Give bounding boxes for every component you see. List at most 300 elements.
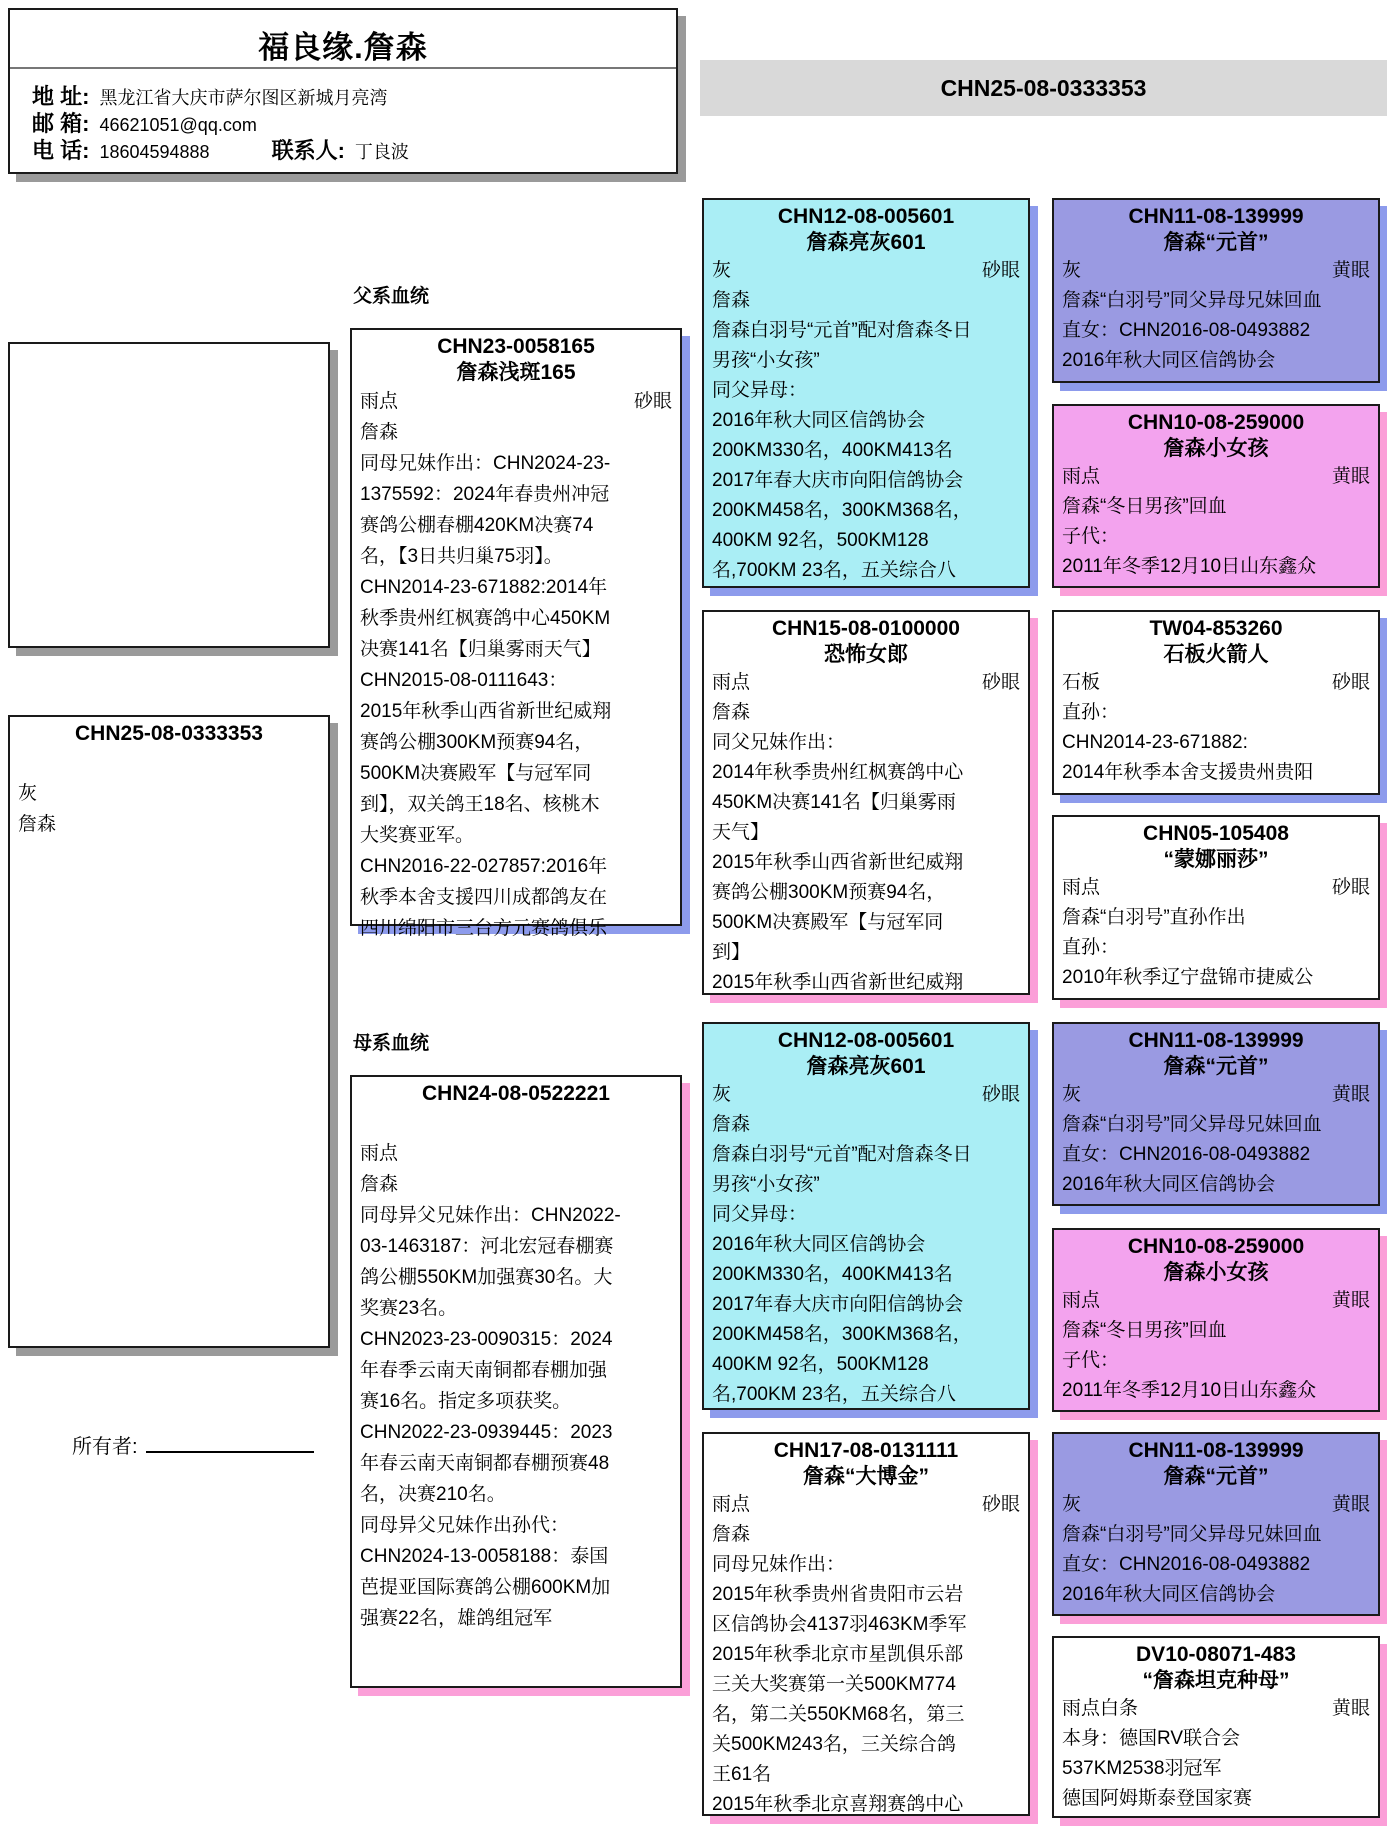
pedigree-text-line (1062, 1520, 1370, 1550)
line-left-text: 到】，双关鸽王18名、核桃木 (360, 794, 600, 815)
pedigree-text-line (360, 1417, 672, 1448)
pedigree-text-line (1062, 1724, 1370, 1754)
pedigree-text-line (1062, 1694, 1370, 1724)
line-left-text: 雨点 (712, 672, 751, 693)
ring-number: CHN10-08-259000 (1127, 411, 1305, 434)
line-left-text: 年春云南天南铜都春棚预赛48 (360, 1453, 610, 1474)
eye-color-text: 黄眼 (1331, 1290, 1370, 1311)
contact-person-label: 联系人: (271, 138, 345, 163)
line-left-text: 詹森“冬日男孩”回血 (1062, 496, 1227, 517)
eye-color-text: 黄眼 (1331, 466, 1370, 487)
pedigree-text-line (712, 346, 1020, 376)
pigeon-name: “詹森坦克种母” (1142, 1669, 1290, 1692)
line-left-text: 2017年春大庆市向阳信鸽协会 (712, 1294, 964, 1315)
pedigree-text-line (360, 1138, 672, 1169)
pedigree-text-line (712, 1230, 1020, 1260)
pedigree-text-line (360, 1324, 672, 1355)
pedigree-text-line (712, 1610, 1020, 1640)
pedigree-text-line (1062, 903, 1370, 933)
owner-signature-blank (146, 1430, 314, 1453)
pedigree-text-line (360, 417, 672, 448)
loft-name: 福良缘.詹森 (258, 30, 428, 65)
line-left-text: 詹森“冬日男孩”回血 (1062, 1320, 1227, 1341)
line-left-text (18, 747, 23, 778)
line-left-text: 四川绵阳市三台方元赛鸽俱乐 (360, 918, 608, 939)
pedigree-box-ssd (1052, 404, 1380, 588)
eye-color-text: 黄眼 (1331, 260, 1370, 281)
line-left-text: 子代： (1062, 1350, 1120, 1371)
ring-number: CHN10-08-259000 (1127, 1235, 1305, 1258)
pedigree-box-ss (702, 198, 1030, 588)
pigeon-name: 詹森“大博金” (803, 1465, 929, 1488)
pigeon-name: 詹森小女孩 (1163, 437, 1269, 460)
eye-color-text: 砂眼 (633, 391, 672, 412)
pedigree-box-dam (350, 1075, 682, 1688)
line-left-text: 奖赛23名。 (360, 1298, 458, 1319)
pedigree-text-line (712, 818, 1020, 848)
line-left-text: 同父异母： (712, 380, 808, 401)
pedigree-text-line (1062, 1316, 1370, 1346)
line-left-text: 詹森“白羽号”同父异母兄妹回血 (1062, 1114, 1322, 1135)
pedigree-box-sss (1052, 198, 1380, 383)
pedigree-text-line (1062, 668, 1370, 698)
pigeon-name: 石板火箭人 (1163, 643, 1269, 666)
line-left-text: 2015年秋季北京喜翔赛鸽中心 (712, 1794, 964, 1815)
pedigree-text-line (712, 1700, 1020, 1730)
line-left-text: 2011年冬季12月10日山东鑫众 (1062, 556, 1317, 577)
line-left-text: 雨点 (1062, 466, 1101, 487)
line-left-text: 2016年秋大同区信鸽协会 (712, 1234, 926, 1255)
line-left-text: 名，【3日共归巢75羽】。 (360, 546, 563, 567)
line-left-text: 詹森 (712, 1114, 751, 1135)
line-left-text: 400KM 92名，500KM128 (712, 1354, 929, 1375)
ring-number: CHN25-08-0333353 (75, 722, 263, 745)
pedigree-text-line (712, 1790, 1020, 1820)
line-left-text: 詹森“白羽号”同父异母兄妹回血 (1062, 290, 1322, 311)
eye-color-text: 砂眼 (981, 672, 1020, 693)
pedigree-text-line (360, 510, 672, 541)
pedigree-text-line (712, 1520, 1020, 1550)
line-left-text: 灰 (18, 783, 38, 804)
pedigree-text-line (1062, 1754, 1370, 1784)
line-left-text: 名，决赛210名。 (360, 1484, 506, 1505)
pedigree-box-dsd (1052, 1228, 1380, 1412)
pedigree-text-line (360, 665, 672, 696)
pedigree-text-line (712, 1490, 1020, 1520)
pedigree-text-line (360, 851, 672, 882)
pedigree-text-line (712, 1550, 1020, 1580)
pedigree-box-sd (702, 610, 1030, 995)
pedigree-text-line (712, 848, 1020, 878)
pedigree-text-line (1062, 1080, 1370, 1110)
contact-rows (32, 80, 666, 161)
line-left-text: 子代： (1062, 526, 1120, 547)
line-left-text: 200KM458名，300KM368名， (712, 1324, 972, 1345)
line-left-text: 450KM决赛141名【归巢雾雨 (712, 792, 956, 813)
line-left-text: 詹森白羽号“元首”配对詹森冬日 (712, 1144, 972, 1165)
eye-color-text: 黄眼 (1331, 1494, 1370, 1515)
email-label: 邮 箱: (32, 111, 90, 136)
pedigree-text-line (712, 1260, 1020, 1290)
pedigree-text-line (18, 747, 320, 778)
ring-number: CHN11-08-139999 (1128, 205, 1304, 228)
eye-color-text: 黄眼 (1331, 1084, 1370, 1105)
ring-number: CHN12-08-005601 (777, 205, 955, 228)
pedigree-text-line (360, 1169, 672, 1200)
line-left-text: 2015年秋季山西省新世纪威翔 (360, 701, 612, 722)
eye-color-text: 砂眼 (1331, 877, 1370, 898)
pedigree-text-line (712, 1670, 1020, 1700)
line-left-text: 秋季贵州红枫赛鸽中心450KM (360, 608, 611, 629)
owner-line (72, 1430, 314, 1459)
line-left-text: 400KM 92名，500KM128 (712, 530, 929, 551)
line-left-text: 詹森白羽号“元首”配对詹森冬日 (712, 320, 972, 341)
ring-number: TW04-853260 (1149, 617, 1283, 640)
pedigree-text-line (1062, 1170, 1370, 1200)
ring-number: CHN23-0058165 (437, 335, 595, 358)
pigeon-name: 詹森“元首” (1163, 231, 1269, 254)
pedigree-text-line (712, 1760, 1020, 1790)
line-left-text: 2014年秋季贵州红枫赛鸽中心 (712, 762, 964, 783)
pedigree-text-line (712, 698, 1020, 728)
line-left-text: 芭提亚国际赛鸽公棚600KM加 (360, 1577, 611, 1598)
line-left-text: 直女：CHN2016-08-0493882 (1062, 1144, 1311, 1165)
pedigree-text-line (712, 908, 1020, 938)
line-left-text: 雨点 (1062, 1290, 1101, 1311)
line-left-text: 2010年秋季辽宁盘锦市捷威公 (1062, 967, 1314, 988)
line-left-text: 石板 (1062, 672, 1101, 693)
line-left-text: 詹森 (712, 702, 751, 723)
pedigree-text-line (360, 1293, 672, 1324)
pedigree-text-line (1062, 728, 1370, 758)
ring-number: CHN15-08-0100000 (772, 617, 960, 640)
line-left-text: 灰 (1062, 1084, 1082, 1105)
line-left-text: 赛鸽公棚春棚420KM决赛74 (360, 515, 594, 536)
pedigree-text-line (1062, 1550, 1370, 1580)
pedigree-text-line (712, 556, 1020, 586)
ring-number: CHN17-08-0131111 (773, 1439, 959, 1462)
line-left-text: 直孙： (1062, 937, 1120, 958)
pedigree-text-line (712, 728, 1020, 758)
pedigree-text-line (712, 1640, 1020, 1670)
line-left-text: 詹森“白羽号”同父异母兄妹回血 (1062, 1524, 1322, 1545)
line-left-text: 1375592：2024年春贵州冲冠 (360, 484, 610, 505)
line-left-text: 鸽公棚550KM加强赛30名。大 (360, 1267, 613, 1288)
pigeon-name: 詹森亮灰601 (806, 231, 926, 254)
ring-number: CHN05-105408 (1143, 822, 1289, 845)
pedigree-text-line (360, 479, 672, 510)
line-left-text: 男孩“小女孩” (712, 350, 820, 371)
line-left-text: 三关大奖赛第一关500KM774 (712, 1674, 956, 1695)
pedigree-text-line (360, 913, 672, 944)
address-label: 地 址: (32, 84, 90, 109)
eye-color-text: 黄眼 (1331, 1698, 1370, 1719)
line-left-text: 2016年秋大同区信鸽协会 (1062, 1174, 1276, 1195)
ring-number: CHN11-08-139999 (1128, 1439, 1304, 1462)
eye-color-text: 砂眼 (981, 1084, 1020, 1105)
pedigree-text-line (712, 376, 1020, 406)
pedigree-text-line (712, 758, 1020, 788)
pedigree-text-line (360, 1603, 672, 1634)
pedigree-text-line (712, 526, 1020, 556)
pedigree-box-ddd (1052, 1636, 1380, 1818)
line-left-text: 本身：德国RV联合会 (1062, 1728, 1241, 1749)
pedigree-text-line (1062, 1490, 1370, 1520)
pedigree-text-line (360, 727, 672, 758)
pedigree-text-line (360, 1479, 672, 1510)
line-left-text: 同母兄妹作出： (712, 1554, 846, 1575)
line-left-text: 灰 (1062, 1494, 1082, 1515)
pedigree-text-line (1062, 286, 1370, 316)
line-left-text: 名,700KM 23名，五关综合八 (712, 560, 956, 581)
line-left-text: 雨点 (1062, 877, 1101, 898)
pedigree-text-line (712, 316, 1020, 346)
pedigree-text-line (360, 1107, 672, 1138)
line-left-text: CHN2023-23-0090315：2024 (360, 1329, 613, 1350)
line-left-text: 男孩“小女孩” (712, 1174, 820, 1195)
line-left-text: 赛鸽公棚300KM预赛94名， (360, 732, 594, 753)
pedigree-text-line (1062, 963, 1370, 993)
pedigree-box-empty (8, 342, 330, 648)
pedigree-text-line (1062, 492, 1370, 522)
phone-value: 18604594888 (99, 142, 210, 162)
line-left-text: CHN2024-13-0058188：泰国 (360, 1546, 609, 1567)
line-left-text: 詹森 (712, 290, 751, 311)
line-left-text: 同母兄妹作出：CHN2024-23- (360, 453, 611, 474)
line-left-text: CHN2015-08-0111643： (360, 670, 568, 691)
pedigree-text-line (360, 541, 672, 572)
pigeon-name: 詹森小女孩 (1163, 1261, 1269, 1284)
line-left-text: 名,700KM 23名，五关综合八 (712, 1384, 956, 1405)
sire-line-label: 父系血统 (353, 286, 430, 307)
pedigree-text-line (712, 1200, 1020, 1230)
pedigree-text-line (712, 1730, 1020, 1760)
pedigree-text-line (360, 789, 672, 820)
pedigree-text-line (360, 386, 672, 417)
pedigree-text-line (360, 1572, 672, 1603)
line-left-text: 同母异父兄妹作出孙代： (360, 1515, 570, 1536)
pedigree-text-line (1062, 1376, 1370, 1406)
pedigree-text-line (712, 938, 1020, 968)
line-left-text: CHN2022-23-0939445：2023 (360, 1422, 613, 1443)
pedigree-text-line (712, 1320, 1020, 1350)
pedigree-text-line (1062, 758, 1370, 788)
eye-color-text: 砂眼 (981, 260, 1020, 281)
line-left-text: 赛16名。指定多项获奖。 (360, 1391, 572, 1412)
line-left-text: 200KM330名，400KM413名 (712, 440, 953, 461)
pedigree-text-line (360, 758, 672, 789)
pedigree-text-line (1062, 462, 1370, 492)
line-left-text (360, 1107, 365, 1138)
pedigree-text-line (18, 778, 320, 809)
line-left-text: 王61名 (712, 1764, 772, 1785)
address-value: 黑龙江省大庆市萨尔图区新城月亮湾 (99, 88, 388, 108)
pedigree-text-line (360, 1448, 672, 1479)
pedigree-text-line (712, 968, 1020, 998)
pedigree-text-line (360, 1231, 672, 1262)
line-left-text: 詹森 (360, 422, 399, 443)
pedigree-text-line (712, 466, 1020, 496)
pedigree-text-line (1062, 1346, 1370, 1376)
contact-person-value: 丁良波 (354, 142, 409, 162)
line-left-text: 200KM330名，400KM413名 (712, 1264, 953, 1285)
pedigree-text-line (712, 668, 1020, 698)
pedigree-text-line (360, 448, 672, 479)
pedigree-text-line (1062, 522, 1370, 552)
ring-number: CHN11-08-139999 (1128, 1029, 1304, 1052)
line-left-text: 2015年秋季山西省新世纪威翔 (712, 852, 964, 873)
pedigree-text-line (360, 820, 672, 851)
pedigree-box-sire (350, 328, 682, 939)
pedigree-text-line (1062, 1110, 1370, 1140)
line-left-text: 詹森 (360, 1174, 399, 1195)
pedigree-box-dss (1052, 1022, 1380, 1206)
divider (10, 67, 676, 69)
pedigree-text-line (360, 1386, 672, 1417)
pedigree-text-line (712, 788, 1020, 818)
eye-color-text: 砂眼 (981, 1494, 1020, 1515)
pedigree-text-line (712, 1290, 1020, 1320)
line-left-text: 直女：CHN2016-08-0493882 (1062, 1554, 1311, 1575)
pedigree-text-line (712, 878, 1020, 908)
phone-label: 电 话: (32, 138, 90, 163)
line-left-text: 詹森 (18, 814, 57, 835)
pedigree-box-sdd (1052, 815, 1380, 1000)
line-left-text: 537KM2538羽冠军 (1062, 1758, 1222, 1779)
dam-line-label: 母系血统 (353, 1033, 430, 1054)
pedigree-text-line (712, 1580, 1020, 1610)
line-left-text: 03-1463187：河北宏冠春棚赛 (360, 1236, 614, 1257)
pedigree-box-sds (1052, 610, 1380, 795)
pedigree-text-line (1062, 933, 1370, 963)
pigeon-name: 恐怖女郎 (824, 643, 908, 666)
ring-number: CHN12-08-005601 (777, 1029, 955, 1052)
line-left-text: 2016年秋大同区信鸽协会 (712, 410, 926, 431)
pedigree-text-line (18, 809, 320, 840)
pedigree-text-line (1062, 256, 1370, 286)
pedigree-text-line (712, 406, 1020, 436)
pedigree-text-line (360, 1200, 672, 1231)
owner-label: 所有者: (72, 1436, 138, 1458)
pedigree-text-line (1062, 1784, 1370, 1814)
pedigree-text-line (360, 1355, 672, 1386)
line-left-text: 同父兄妹作出： (712, 732, 846, 753)
pedigree-text-line (360, 603, 672, 634)
line-left-text: 雨点 (360, 391, 399, 412)
line-left-text: 关500KM243名，三关综合鸽 (712, 1734, 956, 1755)
pigeon-name: 詹森“元首” (1163, 1465, 1269, 1488)
pedigree-text-line (360, 634, 672, 665)
ring-number: CHN24-08-0522221 (422, 1082, 610, 1105)
line-left-text: 决赛141名【归巢雾雨天气】 (360, 639, 601, 660)
line-left-text: 2015年秋季山西省新世纪威翔 (712, 972, 964, 993)
line-left-text: CHN2016-22-027857:2016年 (360, 856, 608, 877)
line-left-text: 灰 (712, 1084, 732, 1105)
pedigree-text-line (712, 1350, 1020, 1380)
line-left-text: 秋季本舍支援四川成都鸽友在 (360, 887, 608, 908)
line-left-text: 雨点白条 (1062, 1698, 1139, 1719)
pedigree-text-line (360, 1510, 672, 1541)
line-left-text: 2015年秋季贵州省贵阳市云岩 (712, 1584, 964, 1605)
pedigree-text-line (1062, 552, 1370, 582)
pedigree-text-line (360, 1541, 672, 1572)
line-left-text: 同母异父兄妹作出：CHN2022- (360, 1205, 621, 1226)
line-left-text: 灰 (1062, 260, 1082, 281)
line-left-text: 直孙： (1062, 702, 1120, 723)
pedigree-text-line (712, 1170, 1020, 1200)
pedigree-text-line (1062, 873, 1370, 903)
pedigree-text-line (360, 1262, 672, 1293)
pedigree-box-dds (1052, 1432, 1380, 1616)
pedigree-text-line (360, 696, 672, 727)
line-left-text: 2016年秋大同区信鸽协会 (1062, 1584, 1276, 1605)
pedigree-box-dd (702, 1432, 1030, 1816)
line-left-text: 天气】 (712, 822, 770, 843)
line-left-text: 大奖赛亚军。 (360, 825, 475, 846)
pedigree-text-line (712, 436, 1020, 466)
line-left-text: 同父异母： (712, 1204, 808, 1225)
pedigree-text-line (1062, 316, 1370, 346)
pedigree-text-line (1062, 1286, 1370, 1316)
ring-banner: CHN25-08-0333353 (700, 60, 1387, 116)
ring-number: DV10-08071-483 (1136, 1643, 1296, 1666)
line-left-text: 2017年春大庆市向阳信鸽协会 (712, 470, 964, 491)
pedigree-text-line (712, 1110, 1020, 1140)
pedigree-box-ds (702, 1022, 1030, 1410)
line-left-text: 德国阿姆斯泰登国家赛 (1062, 1788, 1253, 1809)
line-left-text: 名，第二关550KM68名，第三 (712, 1704, 965, 1725)
email-value: 46621051@qq.com (99, 115, 257, 135)
line-left-text: 200KM458名，300KM368名， (712, 500, 972, 521)
pedigree-text-line (712, 286, 1020, 316)
pedigree-text-line (712, 256, 1020, 286)
line-left-text: 詹森 (712, 1524, 751, 1545)
line-left-text: CHN2014-23-671882: (1062, 732, 1248, 753)
line-left-text: 年春季云南天南铜都春棚加强 (360, 1360, 608, 1381)
pigeon-name: 詹森浅斑165 (456, 361, 576, 384)
pedigree-text-line (1062, 698, 1370, 728)
line-left-text: 区信鸽协会4137羽463KM季军 (712, 1614, 967, 1635)
line-left-text: 到】 (712, 942, 751, 963)
pedigree-text-line (712, 1080, 1020, 1110)
pigeon-name: 詹森亮灰601 (806, 1055, 926, 1078)
line-left-text: 詹森“白羽号”直孙作出 (1062, 907, 1246, 928)
pedigree-text-line (712, 1140, 1020, 1170)
line-left-text: 2015年秋季北京市星凯俱乐部 (712, 1644, 964, 1665)
line-left-text: 500KM决赛殿军【与冠军同 (712, 912, 944, 933)
pedigree-text-line (1062, 1580, 1370, 1610)
pedigree-text-line (360, 572, 672, 603)
eye-color-text: 砂眼 (1331, 672, 1370, 693)
line-left-text: 2014年秋季本舍支援贵州贵阳 (1062, 762, 1314, 783)
line-left-text: 雨点 (360, 1143, 399, 1164)
pigeon-name: “蒙娜丽莎” (1163, 848, 1269, 871)
pigeon-name: 詹森“元首” (1163, 1055, 1269, 1078)
line-left-text: CHN2014-23-671882:2014年 (360, 577, 608, 598)
pedigree-text-line (1062, 1140, 1370, 1170)
pedigree-text-line (1062, 346, 1370, 376)
line-left-text: 雨点 (712, 1494, 751, 1515)
line-left-text: 赛鸽公棚300KM预赛94名， (712, 882, 946, 903)
loft-contact-card (8, 8, 678, 174)
pedigree-text-line (712, 496, 1020, 526)
pedigree-box-subject (8, 715, 330, 1348)
line-left-text: 强赛22名，雄鸽组冠军 (360, 1608, 553, 1629)
line-left-text: 灰 (712, 260, 732, 281)
line-left-text: 2016年秋大同区信鸽协会 (1062, 350, 1276, 371)
line-left-text: 直女：CHN2016-08-0493882 (1062, 320, 1311, 341)
line-left-text: 500KM决赛殿军【与冠军同 (360, 763, 592, 784)
